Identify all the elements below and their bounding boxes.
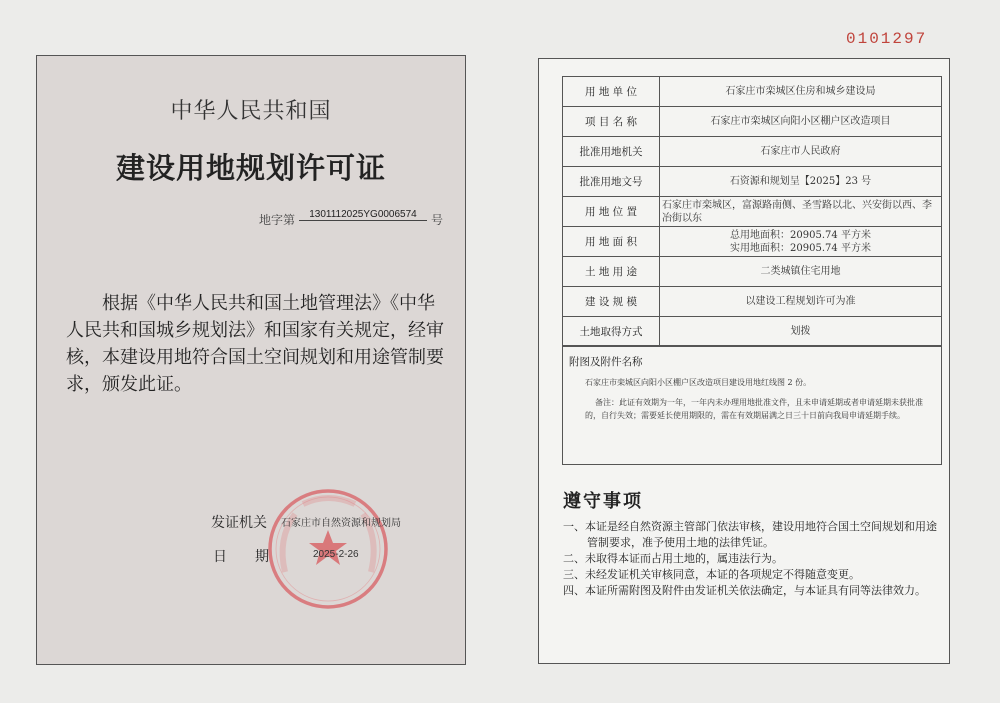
row-value-text: 石家庄市栾城区，富源路南侧、圣雪路以北、兴安街以西、李冶街以东 [662,199,932,224]
attachments-note: 备注：此证有效期为一年，一年内未办理用地批准文件，且未申请延期或者申请延期未获批准的，自行失效；需要延长使用期限的，需在有效期届满之日三十日前向我局申请延期手续。 [585,398,923,420]
issue-date: 2025-2-26 [313,549,359,560]
row-value-text: 实用地面积：20905.74 平方米 [730,242,871,254]
issuing-country: 中华人民共和国 [170,99,332,124]
row-label: 土地取得方式 [563,317,660,347]
table-row [563,197,942,227]
table-row [563,287,942,317]
row-value [660,227,942,257]
row-value-text: 划拨 [790,326,811,337]
date-label: 日期 [213,549,297,565]
row-value-text: 以建设工程规划许可为准 [745,296,856,307]
row-value-text: 石家庄市栾城区住房和城乡建设局 [725,86,876,97]
row-value-text: 二类城镇住宅用地 [760,266,841,277]
right-page [538,58,950,664]
table-row [563,167,942,197]
table-row [563,257,942,287]
row-label: 项 目 名 称 [563,107,660,137]
row-label: 用 地 单 位 [563,77,660,107]
doc-number: 1301112025YG0006574 [299,209,427,221]
row-value-text: 石家庄市栾城区向阳小区棚户区改造项目 [710,116,891,127]
row-label: 用 地 位 置 [563,197,660,227]
row-value [660,197,942,227]
row-label: 用 地 面 积 [563,227,660,257]
row-label: 建 设 规 模 [563,287,660,317]
row-label: 批准用地文号 [563,167,660,197]
legal-basis-text: 根据《中华人民共和国土地管理法》《中华人民共和国城乡规划法》和国家有关规定，经审核，本建设用地符合国土空间规划和用途管制要求，颁发此证。 [66,293,444,395]
row-value [660,77,942,107]
doc-number-label: 地字第 [259,213,296,227]
land-info-table [562,76,942,347]
row-value [660,287,942,317]
row-value [660,167,942,197]
certificate-title: 建设用地规划许可证 [115,151,386,185]
rules-title: 遵守事项 [563,491,643,512]
row-label: 批准用地机关 [563,137,660,167]
table-row [563,107,942,137]
table-row [563,227,942,257]
attachments-section [562,345,942,465]
table-row [563,137,942,167]
attachments-text: 石家庄市栾城区向阳小区棚户区改造项目建设用地红线图 2 份。 [585,378,812,387]
serial-number: 0101297 [846,30,928,48]
row-value-text: 总用地面积：20905.74 平方米 [730,229,871,241]
row-value-text: 石家庄市人民政府 [760,146,841,157]
attachments-title: 附图及附件名称 [569,356,643,368]
row-value-text: 石资源和规划呈【2025】23 号 [729,176,872,187]
table-row [563,317,942,347]
issuer-name: 石家庄市自然资源和规划局 [281,518,401,529]
row-value [660,317,942,347]
row-label: 土 地 用 途 [563,257,660,287]
table-row [563,77,942,107]
left-page [36,55,466,665]
rule-item: 二、未取得本证而占用土地的，属违法行为。 [563,552,783,565]
row-value [660,107,942,137]
row-value [660,137,942,167]
doc-number-suffix: 号 [431,213,444,227]
issuer-label: 发证机关 [211,515,267,531]
row-value [660,257,942,287]
rule-item: 三、未经发证机关审核同意，本证的各项规定不得随意变更。 [563,568,860,581]
rule-item: 四、本证所需附图及附件由发证机关依法确定，与本证具有同等法律效力。 [563,584,926,597]
rules-list [563,519,943,599]
rule-item: 一、本证是经自然资源主管部门依法审核，建设用地符合国土空间规划和用途管制要求，准予使用土地的法律凭证。 [563,520,937,549]
